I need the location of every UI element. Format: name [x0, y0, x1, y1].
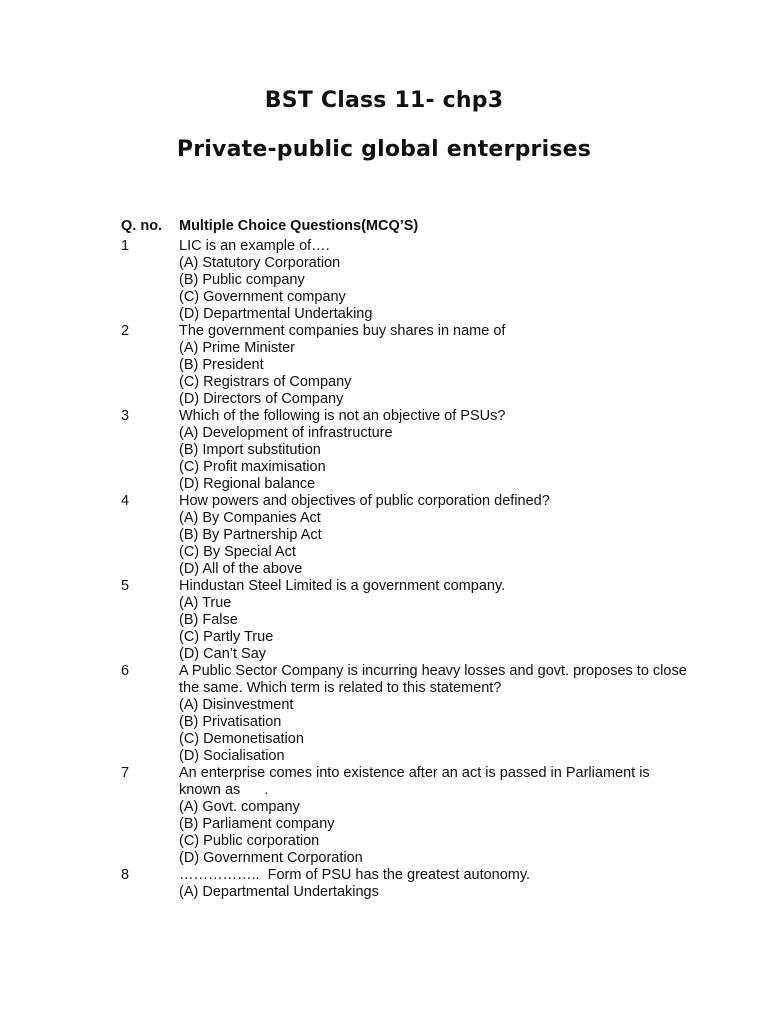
answer-option: (B) Privatisation	[179, 714, 282, 730]
question-body	[179, 238, 741, 323]
question-body	[179, 765, 741, 867]
answer-option: (A) Departmental Undertakings	[179, 884, 379, 900]
question-text: LIC is an example of….	[179, 238, 330, 254]
question-row	[121, 323, 741, 408]
question-row	[121, 408, 741, 493]
answer-option: (C) By Special Act	[179, 544, 296, 560]
question-row	[121, 493, 741, 578]
question-text: known as .	[179, 782, 269, 798]
answer-option: (A) Govt. company	[179, 799, 300, 815]
question-number: 8	[121, 867, 130, 883]
question-text: The government companies buy shares in name of	[179, 323, 506, 339]
question-row	[121, 578, 741, 663]
answer-option: (B) False	[179, 612, 238, 628]
question-body	[179, 867, 741, 901]
answer-option: (B) By Partnership Act	[179, 527, 322, 543]
question-text: the same. Which term is related to this statement?	[179, 680, 502, 696]
question-row	[121, 238, 741, 323]
answer-option: (D) Government Corporation	[179, 850, 363, 866]
answer-option: (A) Prime Minister	[179, 340, 296, 356]
question-row	[121, 765, 741, 867]
answer-option: (C) Public corporation	[179, 833, 320, 849]
mcq-table	[121, 218, 741, 901]
answer-option: (A) Development of infrastructure	[179, 425, 393, 441]
question-number: 7	[121, 765, 130, 781]
question-text: Which of the following is not an objective of PSUs?	[179, 408, 506, 424]
answer-option: (B) Public company	[179, 272, 305, 288]
question-text: How powers and objectives of public corporation defined?	[179, 493, 550, 509]
answer-option: (D) Can’t Say	[179, 646, 267, 662]
question-row	[121, 663, 741, 765]
mcq-heading: Multiple Choice Questions(MCQ’S)	[179, 218, 419, 234]
question-number: 2	[121, 323, 130, 339]
answer-option: (A) Statutory Corporation	[179, 255, 341, 271]
document-title: BST Class 11- chp3	[264, 88, 504, 113]
answer-option: (D) Regional balance	[179, 476, 316, 492]
answer-option: (D) Socialisation	[179, 748, 285, 764]
answer-option: (C) Profit maximisation	[179, 459, 326, 475]
chapter-title: Private-public global enterprises	[176, 137, 592, 162]
answer-option: (C) Demonetisation	[179, 731, 304, 747]
answer-option: (A) True	[179, 595, 232, 611]
answer-option: (D) Departmental Undertaking	[179, 306, 373, 322]
answer-option: (B) Import substitution	[179, 442, 321, 458]
question-text: …………….. Form of PSU has the greatest autonomy.	[179, 867, 531, 883]
question-body	[179, 493, 741, 578]
answer-option: (B) President	[179, 357, 264, 373]
answer-option: (D) All of the above	[179, 561, 303, 577]
answer-option: (C) Registrars of Company	[179, 374, 352, 390]
question-body	[179, 578, 741, 663]
question-list	[121, 238, 741, 901]
question-text: Hindustan Steel Limited is a government company.	[179, 578, 506, 594]
question-number: 4	[121, 493, 130, 509]
mcq-table-header	[121, 218, 741, 235]
question-text: An enterprise comes into existence after an act is passed in Parliament is	[179, 765, 650, 781]
answer-option: (C) Partly True	[179, 629, 274, 645]
answer-option: (A) Disinvestment	[179, 697, 294, 713]
question-number: 6	[121, 663, 130, 679]
question-body	[179, 408, 741, 493]
answer-option: (A) By Companies Act	[179, 510, 321, 526]
question-row	[121, 867, 741, 901]
question-number: 3	[121, 408, 130, 424]
answer-option: (B) Parliament company	[179, 816, 335, 832]
answer-option: (C) Government company	[179, 289, 346, 305]
qno-header: Q. no.	[121, 218, 163, 234]
question-number: 5	[121, 578, 130, 594]
question-body	[179, 323, 741, 408]
question-body	[179, 663, 741, 765]
question-text: A Public Sector Company is incurring heavy losses and govt. proposes to close	[179, 663, 687, 679]
question-number: 1	[121, 238, 130, 254]
answer-option: (D) Directors of Company	[179, 391, 344, 407]
